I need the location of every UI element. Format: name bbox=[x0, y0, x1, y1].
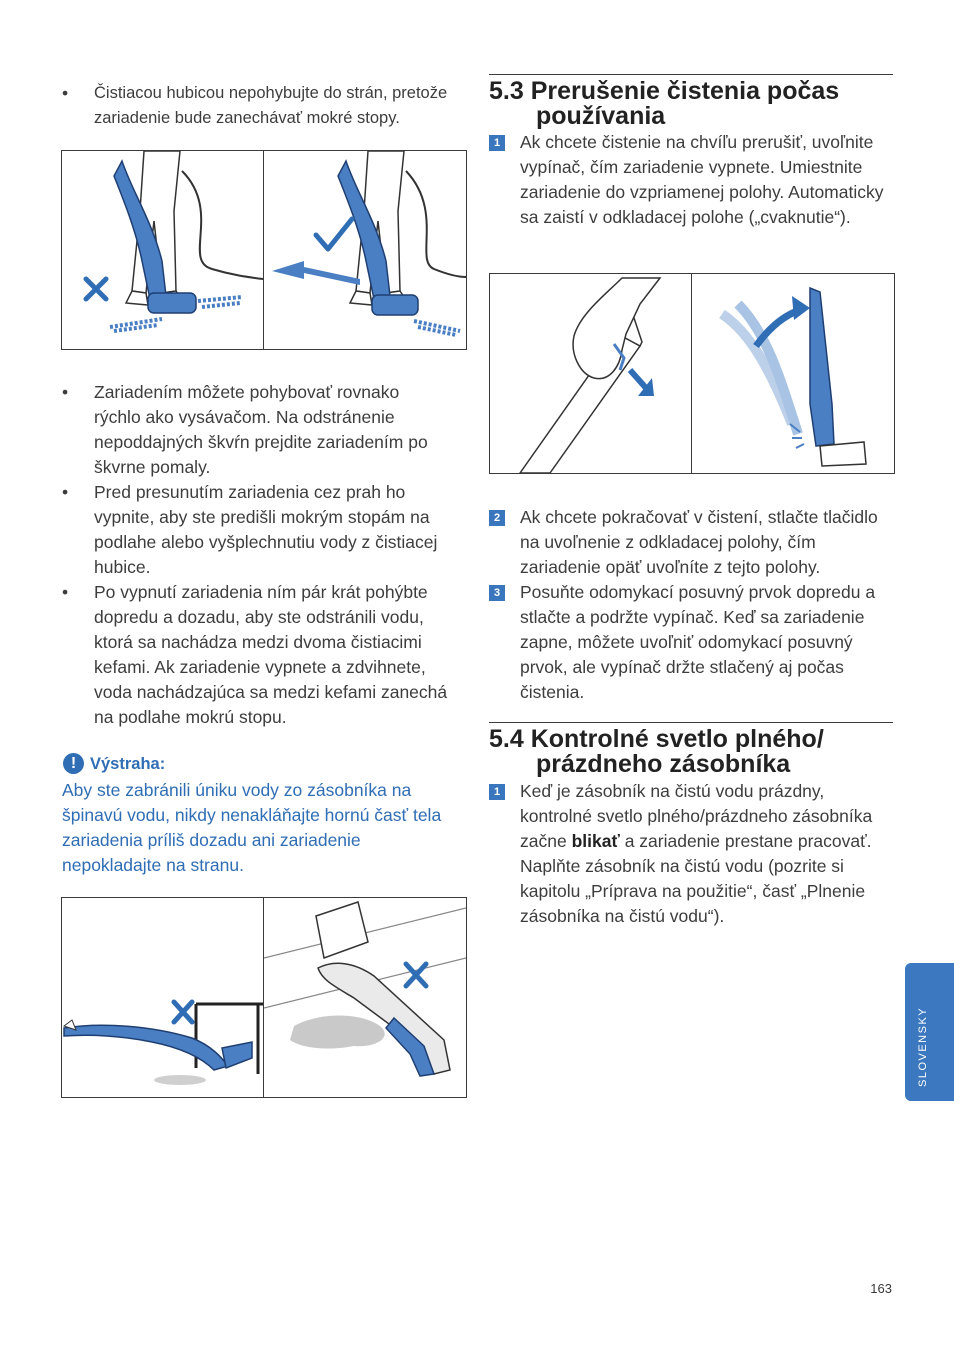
warning-title: Výstraha: bbox=[90, 755, 166, 773]
bullet-symbol: • bbox=[62, 83, 69, 103]
language-side-tab bbox=[905, 963, 954, 1101]
section-53-title bbox=[489, 79, 893, 129]
warning-block bbox=[62, 752, 462, 878]
step-item bbox=[489, 505, 893, 580]
illustration-upright-click bbox=[692, 274, 894, 473]
step-item bbox=[489, 580, 893, 705]
section-rule bbox=[489, 722, 893, 723]
figure-nozzle-movement bbox=[61, 150, 467, 350]
warning-header bbox=[62, 752, 462, 777]
section-54-title-line1: 5.4 Kontrolné svetlo plného/ bbox=[489, 725, 824, 753]
illustration-wrong-sideways bbox=[62, 151, 263, 349]
page-number: 163 bbox=[870, 1281, 892, 1296]
step-text-part: a zariadenie prestane pracovať. Naplňte zásobník na čistú vodu (pozrite si kapitolu „Príprava na použitie“, časť „Plnenie zásobníka na čistú vodu“). bbox=[520, 831, 872, 926]
bullet-item bbox=[62, 81, 472, 131]
step-text-part: Keď je zásobník na čistú vodu prázdny, kontrolné svetlo plného/prázdneho zásobníka začne bbox=[520, 781, 873, 851]
warning-text: Aby ste zabránili úniku vody zo zásobníka na špinavú vodu, nikdy nenakláňajte hornú časť tela zariadenia príliš dozadu ani zariadenie nepokladajte na stranu. bbox=[62, 780, 442, 875]
bullet-symbol: • bbox=[62, 582, 69, 602]
bullet-symbol: • bbox=[62, 482, 69, 502]
bullet-text: Čistiacou hubicou nepohybujte do strán, pretože zariadenie bude zanechávať mokré stopy. bbox=[94, 84, 448, 127]
language-label: SLOVENSKY bbox=[917, 1006, 929, 1087]
bullet-text: Po vypnutí zariadenia ním pár krát pohýbte dopredu a dozadu, aby ste odstránili vodu, ktorá sa nachádza medzi dvoma čistiacimi kefami. Ak zariadenie vypnete a zdvihnete, voda nachádzajúca sa medzi kefami zanechá na podlahe mokrú stopu. bbox=[94, 582, 448, 727]
bullet-text: Zariadením môžete pohybovať rovnako rýchlo ako vysávačom. Na odstránenie nepoddajných škvŕn prejdite zariadením po škvrne pomaly. bbox=[94, 382, 428, 477]
bullet-item bbox=[62, 480, 472, 580]
section-54-title bbox=[489, 727, 893, 777]
illustration-release-switch bbox=[490, 274, 691, 473]
step-text bbox=[520, 779, 890, 929]
section-54-title-line2: prázdneho zásobníka bbox=[536, 750, 791, 778]
figure-tilt-warning bbox=[61, 897, 467, 1098]
step-item bbox=[489, 130, 893, 255]
step-text: Posuňte odomykací posuvný prvok dopredu a stlačte a podržte vypínač. Keď sa zariadenie zapne, môžete uvoľniť odomykací posuvný prvok, ale vypínač držte stlačený aj počas čistenia. bbox=[520, 582, 876, 702]
illustration-on-side bbox=[264, 898, 466, 1097]
step-number: 3 bbox=[489, 585, 505, 601]
section-rule bbox=[489, 74, 893, 75]
section-53-title-line2: používania bbox=[536, 102, 666, 130]
step-number: 2 bbox=[489, 510, 505, 526]
step-number: 1 bbox=[489, 135, 505, 151]
bullet-text: Pred presunutím zariadenia cez prah ho vypnite, aby ste predišli mokrým stopám na podlahe alebo vyšplechnutiu vody z čistiacej hubice. bbox=[94, 482, 438, 577]
step-text: Ak chcete čistenie na chvíľu prerušiť, uvoľnite vypínač, čím zariadenie vypnete. Umiestnite zariadenie do vzpriamenej polohy. Automaticky sa zaistí v odkladacej polohe („cvaknutie“). bbox=[520, 132, 884, 227]
illustration-under-table bbox=[62, 898, 263, 1097]
bullet-item bbox=[62, 380, 472, 480]
bullet-item bbox=[62, 580, 472, 730]
illustration-correct-forward bbox=[264, 151, 466, 349]
step-text: Ak chcete pokračovať v čistení, stlačte tlačidlo na uvoľnenie z odkladacej polohy, čím zariadenie opäť uvoľníte z tejto polohy. bbox=[520, 507, 878, 577]
section-53-title-line1: 5.3 Prerušenie čistenia počas bbox=[489, 77, 840, 105]
step-item bbox=[489, 779, 893, 929]
figure-parking-position bbox=[489, 273, 895, 474]
step-number: 1 bbox=[489, 784, 505, 800]
step-text-bold: blikať bbox=[571, 831, 620, 851]
warning-icon: ! bbox=[63, 753, 84, 774]
bullet-symbol: • bbox=[62, 382, 69, 402]
